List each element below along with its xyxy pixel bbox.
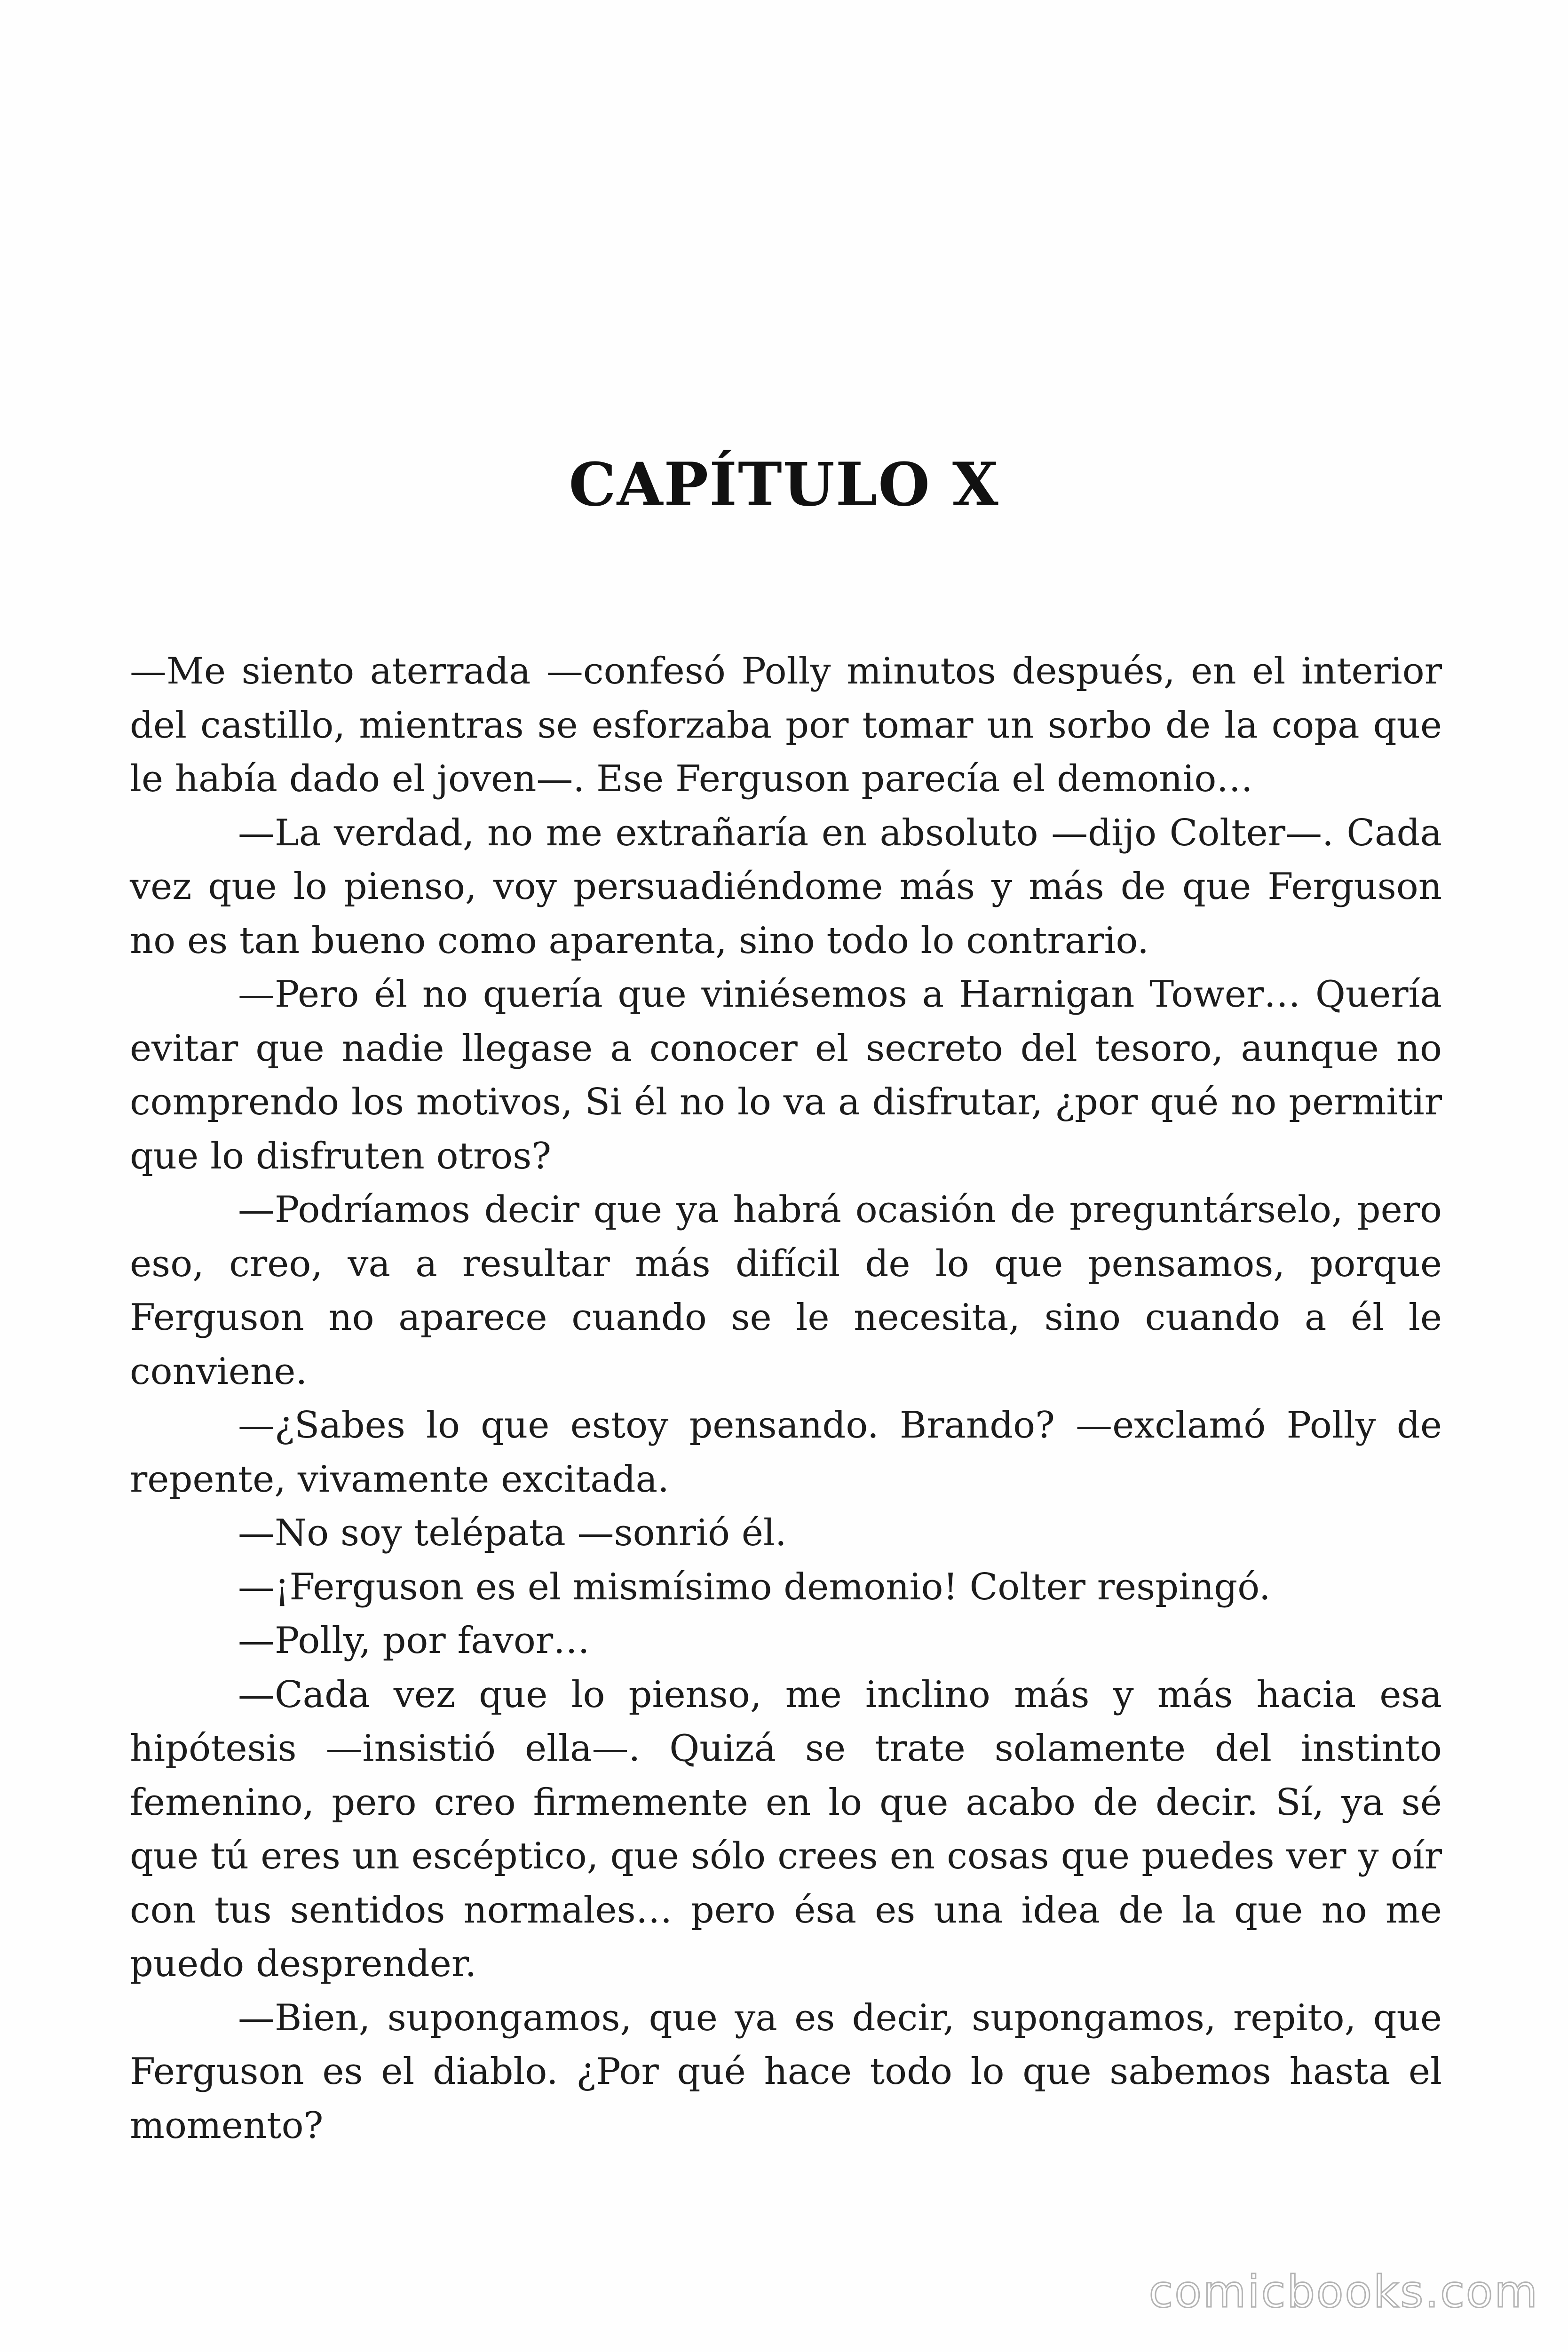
paragraph: —No soy telépata —sonrió él. — [238, 1512, 787, 1554]
chapter-title: CAPÍTULO X — [569, 450, 999, 519]
paragraph: —Bien, supongamos, que ya es decir, supongamos, repito, que Ferguson es el diablo. ¿Por qué hace todo lo que sabemos hasta el momento? — [130, 1996, 1442, 2147]
watermark: comicbooks.com — [1148, 2266, 1539, 2318]
paragraph: —Polly, por favor… — [238, 1620, 590, 1662]
paragraph: —Cada vez que lo pienso, me inclino más y más hacia esa hipótesis —insistió ella—. Quizá se trate solamente del instinto femenino, pero creo firmemente en lo que acabo de decir. Sí, ya sé que tú eres un escéptico, que sólo crees en cosas que puedes ver y oír con tus sentidos normales… pero ésa es una idea de la que no me puedo desprender. — [130, 1673, 1442, 1985]
paragraph: —Podríamos decir que ya habrá ocasión de preguntárselo, pero eso, creo, va a resultar más difícil de lo que pensamos, porque Ferguson no aparece cuando se le necesita, sino cuando a él le conviene. — [130, 1189, 1442, 1393]
chapter-body — [130, 644, 1442, 2153]
paragraph: —Pero él no quería que viniésemos a Harnigan Tower… Quería evitar que nadie llegase a conocer el secreto del tesoro, aunque no comprendo los motivos, Si él no lo va a disfrutar, ¿por qué no permitir que lo disfruten otros? — [130, 973, 1442, 1177]
paragraph: —Me siento aterrada —confesó Polly minutos después, en el interior del castillo, mientras se esforzaba por tomar un sorbo de la copa que le había dado el joven—. Ese Ferguson parecía el demonio… — [130, 650, 1442, 800]
paragraph: —La verdad, no me extrañaría en absoluto —dijo Colter—. Cada vez que lo pienso, voy persuadiéndome más y más de que Ferguson no es tan bueno como aparenta, sino todo lo contrario. — [130, 811, 1442, 962]
paragraph: —¡Ferguson es el mismísimo demonio! Colter respingó. — [238, 1565, 1271, 1608]
paragraph: —¿Sabes lo que estoy pensando. Brando? —exclamó Polly de repente, vivamente excitada. — [130, 1404, 1442, 1501]
